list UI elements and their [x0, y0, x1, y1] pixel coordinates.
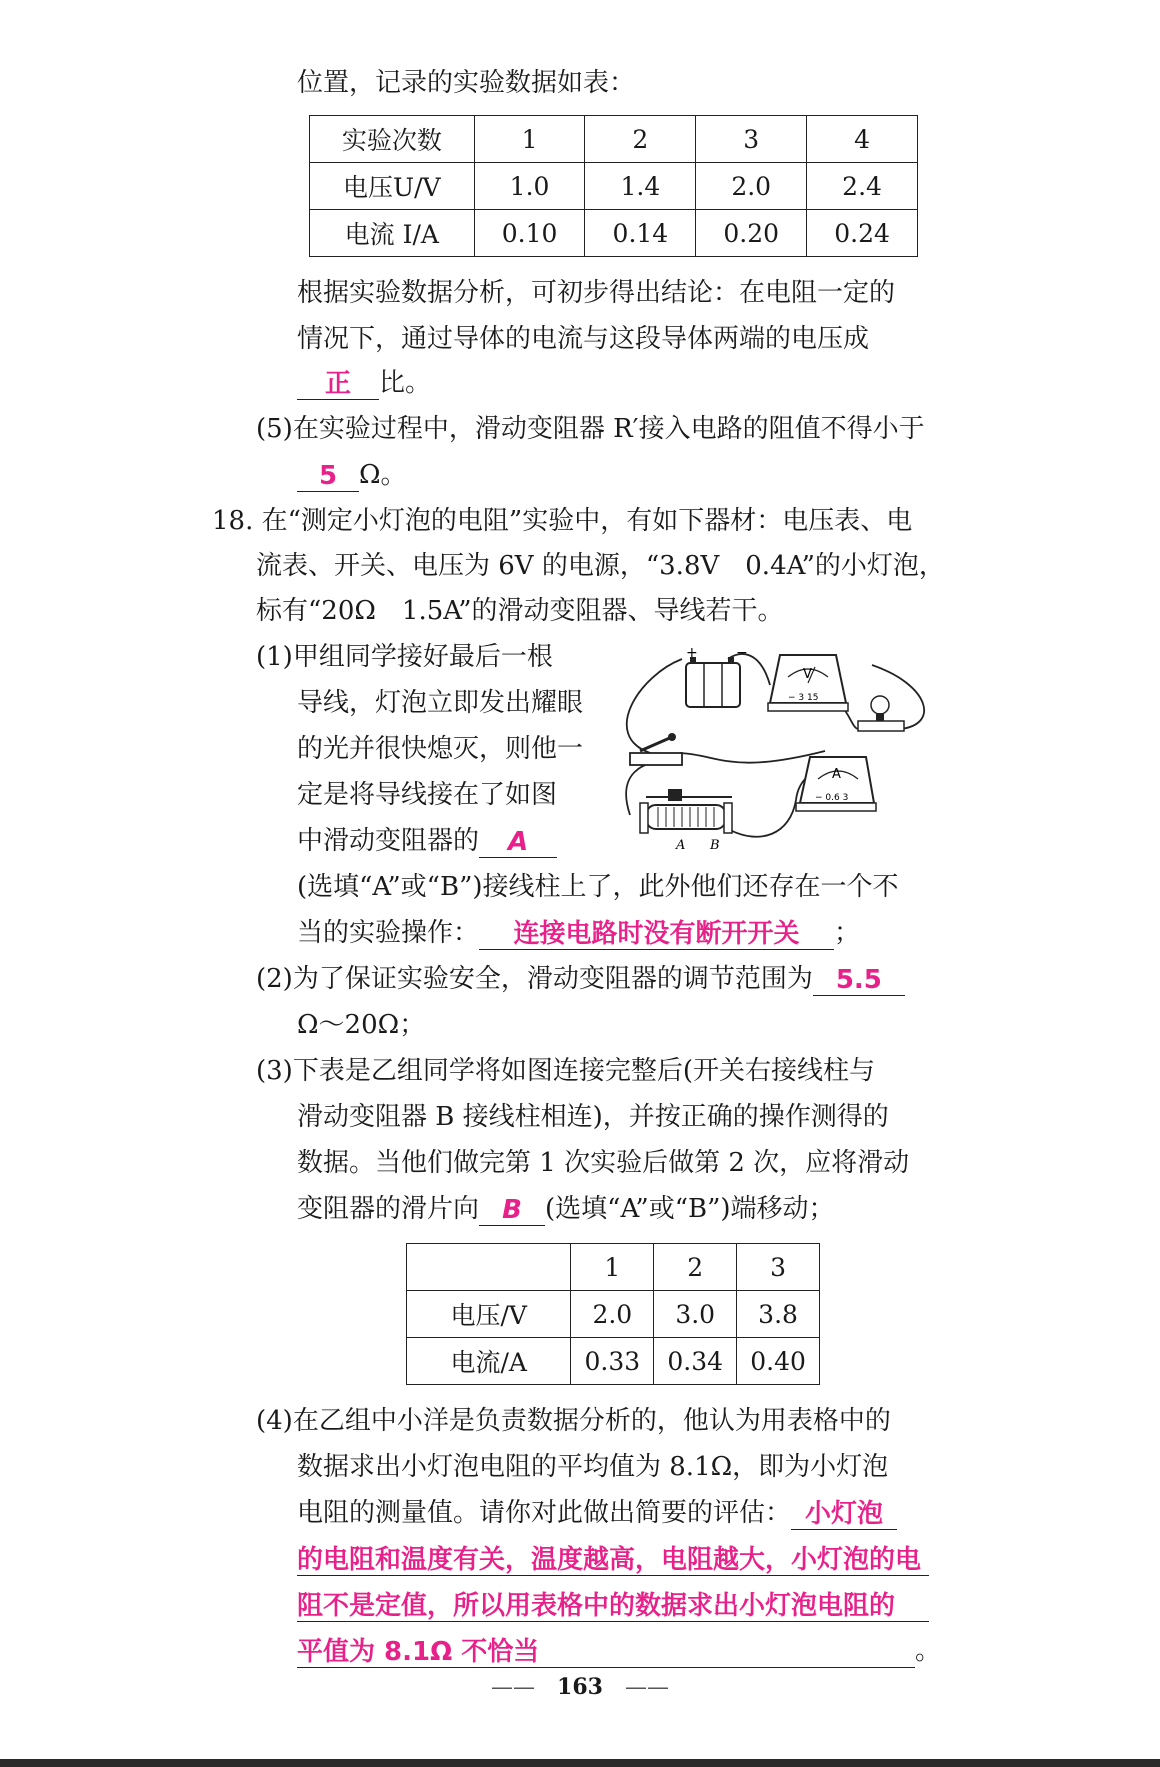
analysis-tail: 比。	[379, 368, 432, 398]
p2-text: (2)为了保证实验安全，滑动变阻器的调节范围为	[256, 964, 813, 994]
p4-answer-line-4	[297, 1634, 941, 1668]
table-cell: 0.20	[696, 210, 807, 257]
q5-answer-line	[297, 458, 407, 492]
table-cell: 0.14	[585, 210, 696, 257]
voltmeter-terminals: − 3 15	[788, 693, 819, 703]
table-row	[407, 1291, 820, 1338]
table-cell: 0.40	[737, 1338, 820, 1385]
p4-line-3-text: 电阻的测量值。请你对此做出简要的评估：	[297, 1498, 792, 1528]
p4-answer-line-3	[297, 1588, 929, 1622]
p4-line-2: 数据求出小灯泡电阻的平均值为 8.1Ω，即为小灯泡	[297, 1452, 889, 1482]
ammeter-terminals: − 0.6 3	[815, 793, 849, 803]
answer-blank: B	[479, 1193, 545, 1226]
p1-line-1: (1)甲组同学接好最后一根	[256, 642, 553, 672]
voltmeter-label: V	[803, 667, 812, 682]
p3-tail: (选填“A”或“B”)端移动；	[545, 1194, 835, 1224]
p3-line-1: (3)下表是乙组同学将如图连接完整后(开关右接线柱与	[256, 1056, 875, 1086]
table-cell: 0.34	[654, 1338, 737, 1385]
ammeter-label: A	[832, 767, 841, 782]
p1-line-4: 定是将导线接在了如图	[297, 780, 558, 810]
lightbulb-icon	[858, 696, 904, 731]
q18-line-1: 18. 在“测定小灯泡的电阻”实验中，有如下器材：电压表、电	[212, 506, 913, 536]
table-cell: 电流 I/A	[310, 210, 475, 257]
table-cell: 0.33	[571, 1338, 654, 1385]
q18-line-2: 流表、开关、电压为 6V 的电源，“3.8V 0.4A”的小灯泡，	[256, 551, 945, 581]
answer-blank: 5.5	[813, 963, 905, 996]
table-cell: 4	[807, 116, 918, 163]
p1-line-7	[297, 916, 860, 950]
q18-line-3: 标有“20Ω 1.5A”的滑动变阻器、导线若干。	[256, 596, 784, 626]
table-cell: 3	[696, 116, 807, 163]
intro-text: 位置，记录的实验数据如表：	[297, 68, 636, 98]
table-cell: 0.24	[807, 210, 918, 257]
answer-blank: 阻不是定值，所以用表格中的数据求出小灯泡电阻的	[297, 1589, 929, 1622]
table-cell: 2	[654, 1244, 737, 1291]
battery-plus-label: +	[686, 645, 698, 661]
p1-line-5-text: 中滑动变阻器的	[297, 826, 480, 856]
p1-line-7-text: 当的实验操作：	[297, 918, 480, 948]
p1-line-3: 的光并很快熄灭，则他一	[297, 734, 584, 764]
answer-blank: 平值为 8.1Ω 不恰当	[297, 1635, 915, 1668]
p1-line-2: 导线，灯泡立即发出耀眼	[297, 688, 584, 718]
p2-line-1	[256, 962, 905, 996]
table-cell: 2.0	[571, 1291, 654, 1338]
rheostat-icon	[640, 789, 732, 833]
table-cell: 实验次数	[310, 116, 475, 163]
page-footer: —— 163 ——	[491, 1674, 669, 1700]
answer-blank: 正	[297, 367, 379, 400]
table-cell: 0.10	[474, 210, 585, 257]
analysis-line-1: 根据实验数据分析，可初步得出结论：在电阻一定的	[297, 278, 896, 308]
table-row	[407, 1338, 820, 1385]
table-cell: 3.8	[737, 1291, 820, 1338]
p4-tail: 。	[915, 1636, 942, 1666]
p4-line-3	[297, 1496, 897, 1530]
table-cell: 1.4	[585, 163, 696, 210]
q5-tail: Ω。	[359, 460, 407, 490]
answer-blank: A	[479, 825, 557, 858]
table-cell: 电流/A	[407, 1338, 571, 1385]
bottom-bar	[0, 1759, 1160, 1767]
table-cell	[407, 1244, 571, 1291]
p2-line-2: Ω～20Ω；	[297, 1010, 426, 1040]
p3-line-4	[297, 1192, 835, 1226]
answer-blank: 5	[297, 459, 359, 492]
experiment-table-2	[406, 1243, 820, 1385]
table-row	[407, 1244, 820, 1291]
answer-blank: 的电阻和温度有关，温度越高，电阻越大，小灯泡的电	[297, 1543, 929, 1576]
table-cell: 1.0	[474, 163, 585, 210]
p1-line-6: (选填“A”或“B”)接线柱上了，此外他们还存在一个不	[297, 872, 899, 902]
table-cell: 电压U/V	[310, 163, 475, 210]
page-number: 163	[557, 1674, 603, 1700]
p3-line-3: 数据。当他们做完第 1 次实验后做第 2 次，应将滑动	[297, 1148, 910, 1178]
battery-icon	[686, 657, 740, 707]
p3-line-2: 滑动变阻器 B 接线柱相连)，并按正确的操作测得的	[297, 1102, 889, 1132]
table-cell: 3.0	[654, 1291, 737, 1338]
analysis-line-2: 情况下，通过导体的电流与这段导体两端的电压成	[297, 324, 870, 354]
p4-line-1: (4)在乙组中小洋是负责数据分析的，他认为用表格中的	[256, 1406, 891, 1436]
table-cell: 1	[474, 116, 585, 163]
p3-line-4-text: 变阻器的滑片向	[297, 1194, 480, 1224]
battery-minus-label: −	[736, 645, 748, 661]
p1-tail: ；	[834, 918, 861, 948]
table-cell: 2	[585, 116, 696, 163]
analysis-line-3	[297, 366, 431, 400]
p4-answer-line-2	[297, 1542, 929, 1576]
switch-icon	[630, 733, 682, 765]
q5-text: (5)在实验过程中，滑动变阻器 R′接入电路的阻值不得小于	[256, 414, 925, 444]
table-cell: 电压/V	[407, 1291, 571, 1338]
table-cell: 2.4	[807, 163, 918, 210]
table-cell: 2.0	[696, 163, 807, 210]
experiment-table-1	[309, 115, 918, 257]
terminal-a-label: A	[676, 838, 686, 853]
table-row	[310, 163, 918, 210]
circuit-figure	[610, 645, 940, 855]
terminal-b-label: B	[710, 838, 720, 853]
answer-blank: 连接电路时没有断开开关	[479, 917, 834, 950]
table-row	[310, 116, 918, 163]
table-row	[310, 210, 918, 257]
table-cell: 3	[737, 1244, 820, 1291]
table-cell: 1	[571, 1244, 654, 1291]
p1-line-5	[297, 824, 557, 858]
answer-blank: 小灯泡	[791, 1497, 897, 1530]
